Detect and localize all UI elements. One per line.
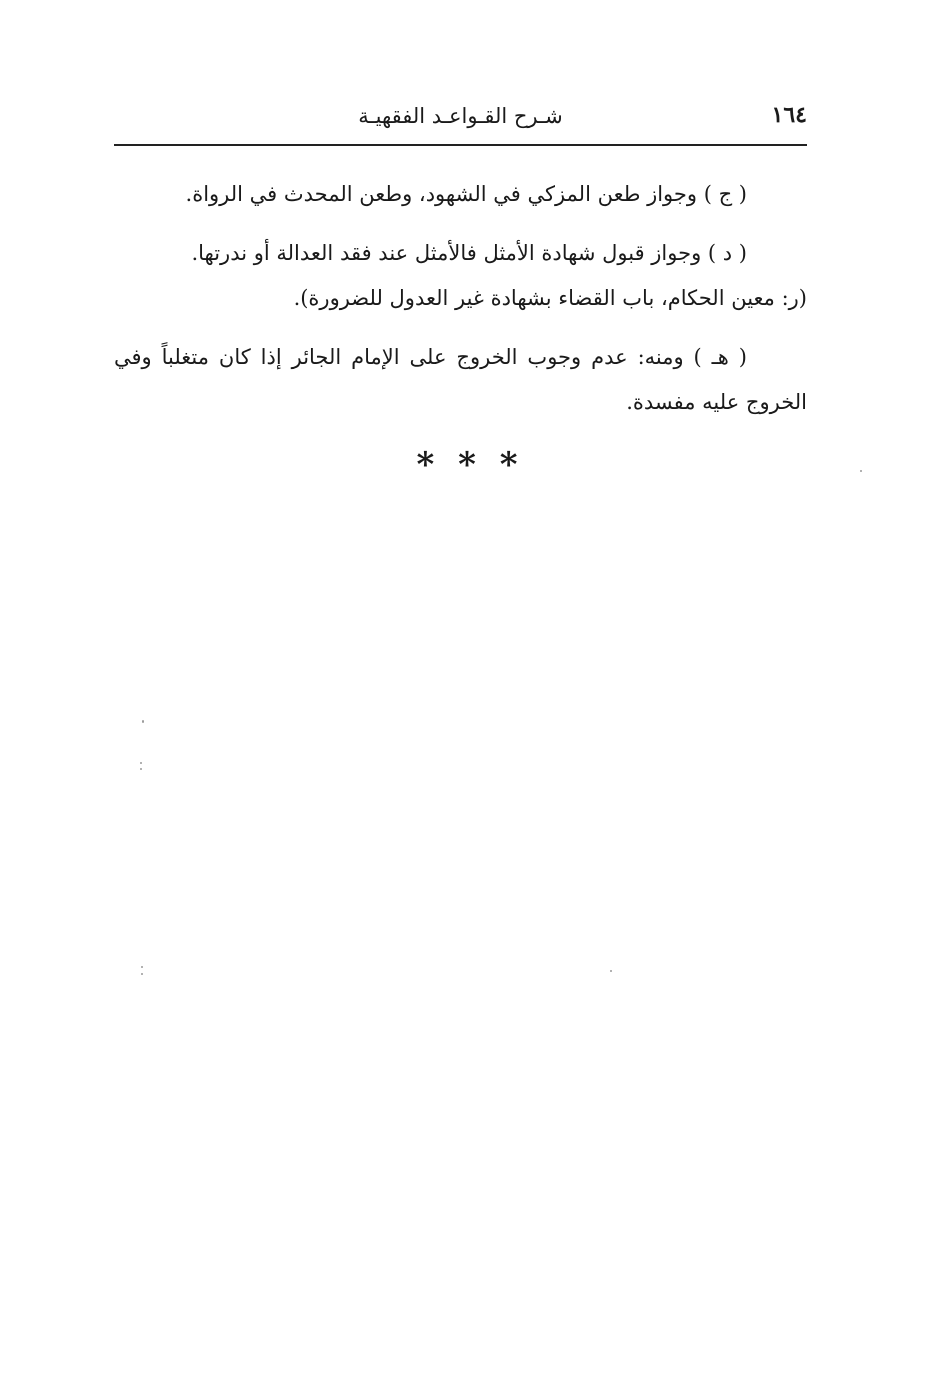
paragraph-text: ( د ) وجواز قبول شهادة الأمثل فالأمثل عند فقد العدالة أو ندرتها. [191,241,747,265]
scan-speck [142,720,144,723]
scan-speck [860,470,862,472]
scan-speck [140,768,142,770]
scan-speck [610,970,612,972]
running-header [114,100,807,146]
paragraph-dal [114,231,807,321]
scan-speck [140,762,142,764]
paragraph-jim [114,172,807,217]
paragraph-text: ( هـ ) ومنه: عدم وجوب الخروج على الإمام الجائر إذا كان متغلباً وفي الخروج عليه مفسدة. [114,345,807,414]
page-number: ١٦٤ [771,102,807,128]
scan-speck [141,966,143,968]
scan-speck [141,973,143,975]
paragraph-ha [114,335,807,425]
reference-note: (ر: معين الحكام، باب القضاء بشهادة غير العدول للضرورة). [293,286,807,310]
paragraph-text: ( ج ) وجواز طعن المزكي في الشهود، وطعن المحدث في الرواة. [185,182,747,206]
running-title: شـرح القـواعـد الفقهيـة [358,104,563,128]
body-text [114,172,807,439]
header-rule [114,144,807,146]
section-separator: * * * [416,445,524,485]
